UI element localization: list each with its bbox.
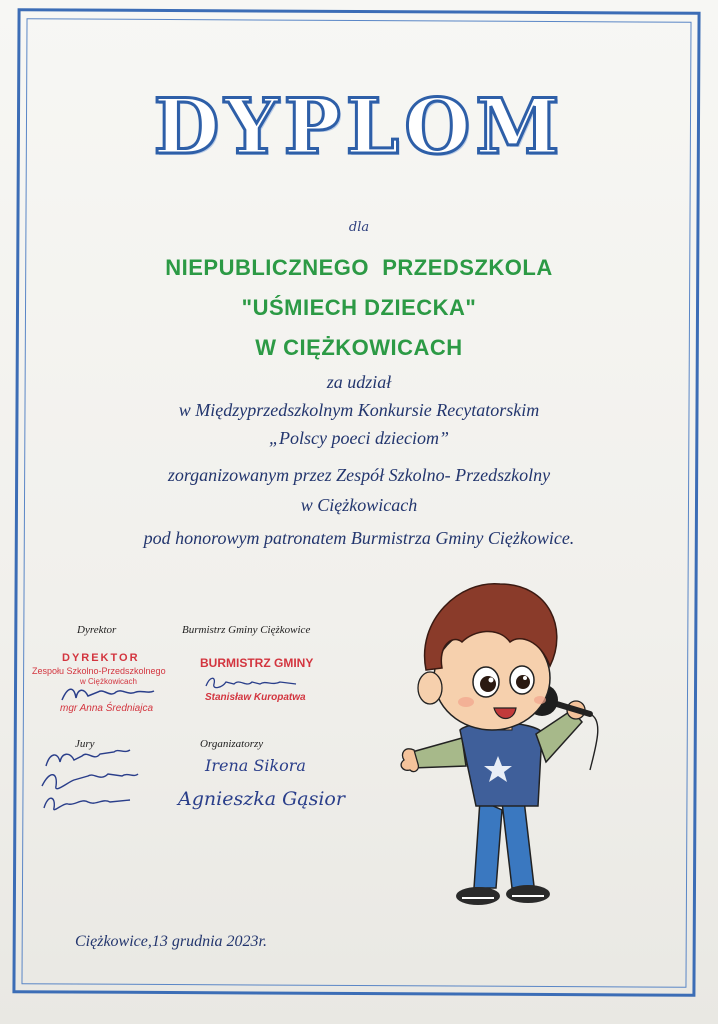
recipient-line-2: "UŚMIECH DZIECKA"	[241, 295, 477, 320]
mayor-stamp-name: Stanisław Kuropatwa	[205, 692, 306, 703]
body-line-3: „Polscy poeci dzieciom”	[269, 428, 449, 448]
recipient-line-1: NIEPUBLICZNEGO PRZEDSZKOLA	[165, 255, 553, 280]
body-line-6: pod honorowym patronatem Burmistrza Gminy Ciężkowice.	[143, 528, 575, 548]
singing-boy-illustration	[390, 570, 610, 915]
body-line-2: w Międzyprzedszkolnym Konkursie Recytatorskim	[178, 400, 540, 420]
for-word: dla	[348, 220, 370, 235]
recipient-line-3: W CIĘŻKOWICACH	[255, 335, 463, 360]
issue-date: Ciężkowice,13 grudnia 2023r.	[75, 933, 267, 950]
director-label: Dyrektor	[77, 624, 117, 636]
mayor-signature	[200, 672, 310, 694]
director-stamp-name: mgr Anna Średniajca	[60, 703, 154, 714]
director-stamp-title: DYREKTOR	[62, 652, 140, 664]
organizers-label: Organizatorzy	[200, 738, 264, 750]
diploma-title: DYPLOM	[153, 82, 565, 171]
director-stamp-town: w Ciężkowicach	[80, 677, 137, 686]
organizer-1-signature: Irena Sikora	[205, 756, 306, 775]
mayor-stamp-title: BURMISTRZ GMINY	[200, 656, 314, 670]
jury-label: Jury	[75, 738, 95, 750]
director-signature	[58, 682, 158, 706]
director-stamp-school: Zespołu Szkolno-Przedszkolnego	[32, 666, 166, 676]
body-line-5: w Ciężkowicach	[300, 495, 418, 515]
body-line-4: zorganizowanym przez Zespół Szkolno- Przedszkolny	[167, 465, 551, 485]
body-line-1: za udział	[326, 372, 392, 392]
organizer-2-signature: Agnieszka Gąsior	[178, 788, 345, 810]
mayor-label: Burmistrz Gminy Ciężkowice	[182, 624, 311, 636]
jury-signatures	[38, 742, 148, 822]
